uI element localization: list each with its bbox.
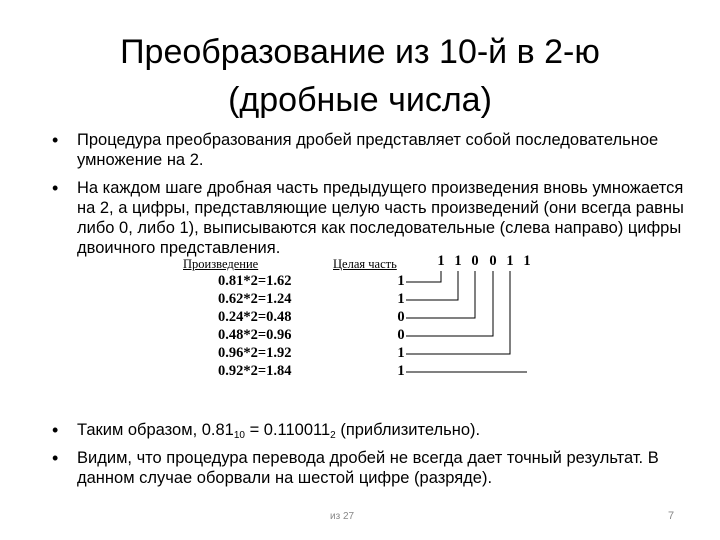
- title-line-2: (дробные числа): [228, 81, 492, 119]
- header-product: Произведение: [183, 257, 259, 271]
- product-row: 0.24*2=0.48: [218, 309, 292, 325]
- result-digit: 0: [489, 253, 497, 269]
- footer-slide-number: 7: [668, 510, 675, 522]
- result-digit: 1: [437, 253, 445, 269]
- bullet-item: [52, 420, 692, 440]
- conclusion-suffix: (приблизительно).: [335, 421, 481, 439]
- bullet-dot: •: [52, 420, 59, 440]
- bullet-dot: •: [52, 178, 59, 198]
- connector-line: [406, 271, 441, 282]
- base-2-subscript: 2: [330, 430, 336, 441]
- product-row: 0.48*2=0.96: [218, 327, 292, 343]
- conclusion-middle: = 0.110011: [244, 421, 331, 439]
- integer-part: 0: [397, 327, 405, 343]
- integer-part: 1: [397, 345, 405, 361]
- bullet-text: [77, 421, 480, 439]
- result-digit: 1: [506, 253, 514, 269]
- bullet-text: На каждом шаге дробная часть предыдущего произведения вновь умножается на 2, а цифры, представляющие целую часть произведений (они всегда равны либо 0, либо 1), выписываются как последовательные (слева направо) цифры двоичного представления.: [77, 179, 684, 257]
- base-10-subscript: 10: [233, 430, 245, 441]
- product-row: 0.92*2=1.84: [218, 363, 292, 379]
- integer-part: 1: [397, 291, 405, 307]
- bullet-item: [52, 448, 692, 488]
- integer-part: 1: [397, 273, 405, 289]
- integer-part: 1: [397, 363, 405, 379]
- header-integer-part: Целая часть: [333, 257, 397, 271]
- bullet-dot: •: [52, 448, 59, 468]
- bullet-dot: •: [52, 130, 59, 150]
- connector-line: [406, 271, 493, 336]
- result-digit: 1: [454, 253, 462, 269]
- bullet-text: Процедура преобразования дробей представляет собой последовательное умножение на 2.: [77, 131, 659, 169]
- product-row: 0.81*2=1.62: [218, 273, 292, 289]
- product-row: 0.62*2=1.24: [218, 291, 292, 307]
- title-line-1: Преобразование из 10-й в 2-ю: [120, 33, 600, 71]
- product-row: 0.96*2=1.92: [218, 345, 292, 361]
- conclusion-prefix: Таким образом, 0.81: [77, 421, 234, 439]
- result-digit: 0: [471, 253, 479, 269]
- bullet-list-bottom: [52, 420, 692, 496]
- integer-part: 0: [397, 309, 405, 325]
- bullet-text: Видим, что процедура перевода дробей не всегда дает точный результат. В данном случае оборвали на шестой цифре (разряде).: [77, 449, 659, 487]
- connector-line: [406, 271, 458, 300]
- footer-page-count: из 27: [330, 511, 355, 522]
- result-digit: 1: [523, 253, 531, 269]
